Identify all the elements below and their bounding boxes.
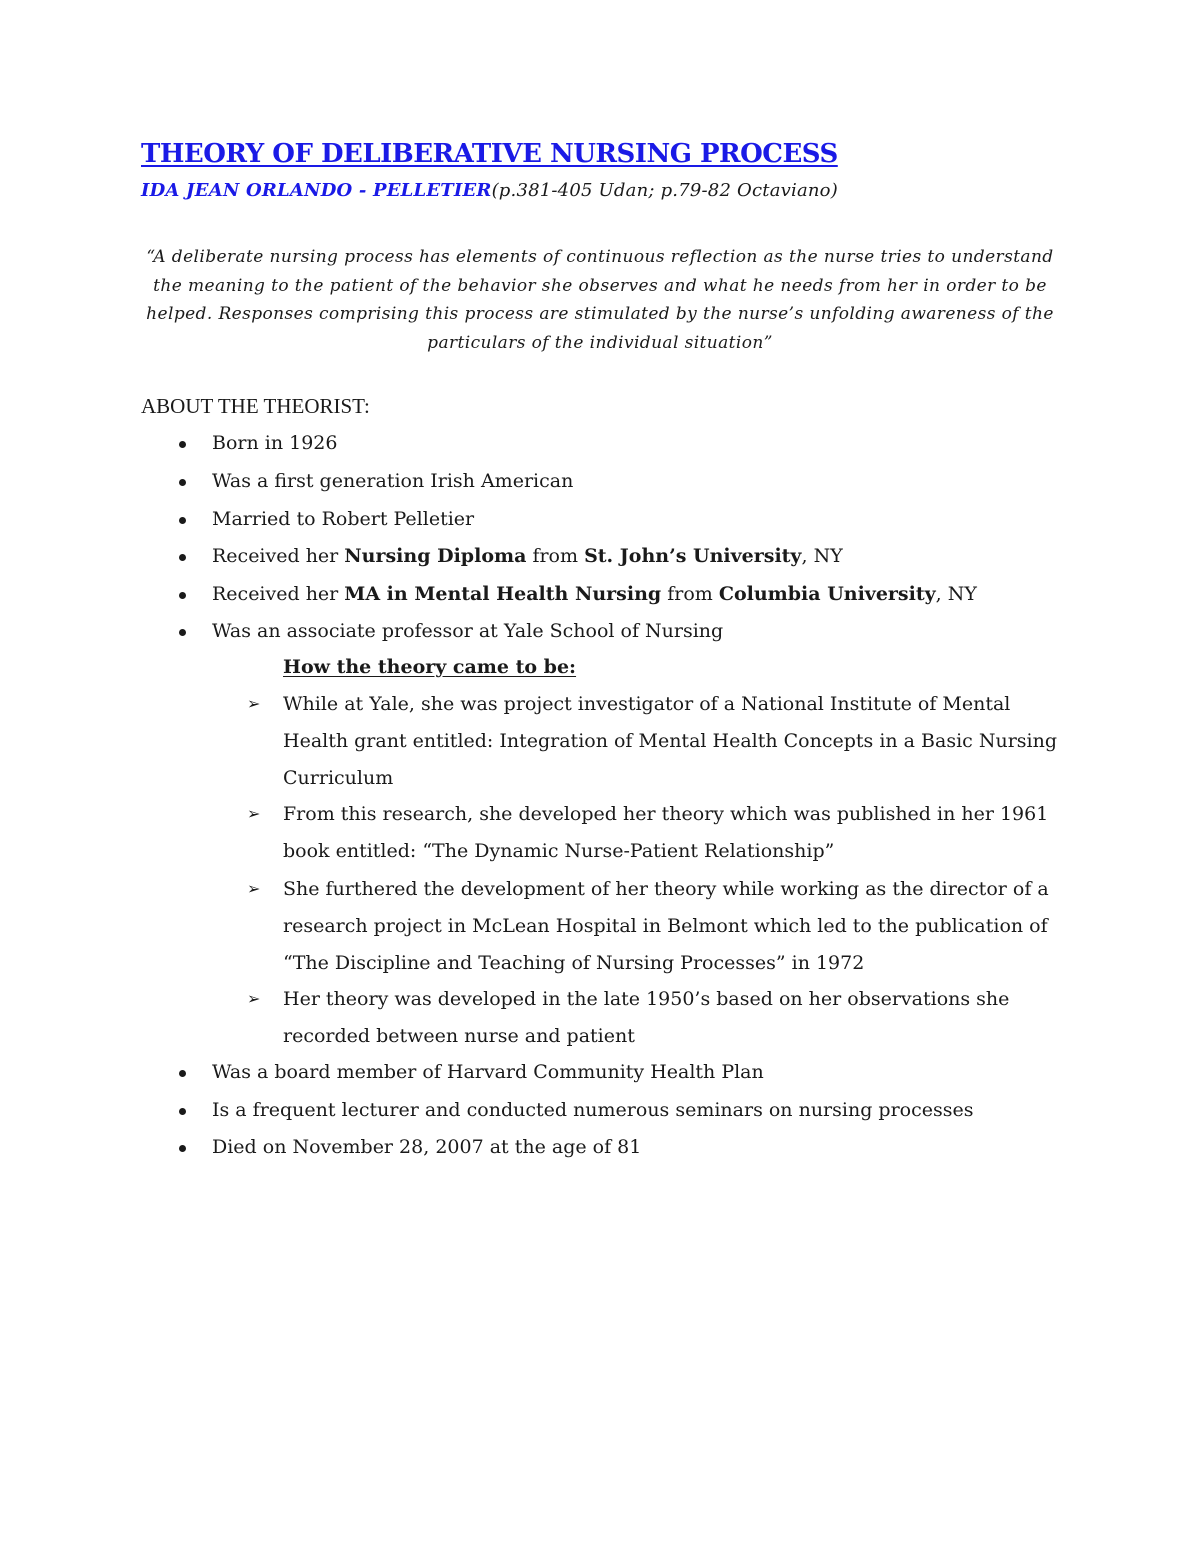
list-item <box>212 1060 764 1084</box>
list-item-text: Was an associate professor at Yale School of Nursing <box>212 620 724 642</box>
list-item-text: Born in 1926 <box>212 432 338 454</box>
list-item <box>247 686 1058 796</box>
list-item-text-pre: Received her <box>212 583 345 605</box>
list-item-text: From this research, she developed her theory which was published in her 1961 book entitled: “The Dynamic Nurse-Patient Relationship” <box>283 803 1049 862</box>
list-item-text-mid: from <box>661 583 719 605</box>
section-heading: ABOUT THE THEORIST: <box>141 394 370 418</box>
bullet-dot-icon <box>179 1070 186 1077</box>
list-item <box>212 619 723 643</box>
arrowhead-icon: ➢ <box>247 804 261 823</box>
list-item-text: Her theory was developed in the late 1950’s based on her observations she recorded between nurse and patient <box>283 988 1010 1047</box>
list-item <box>212 469 573 493</box>
sub-heading: How the theory came to be: <box>283 656 577 678</box>
document-subtitle <box>141 180 838 201</box>
list-item <box>212 1135 641 1159</box>
list-item-text-mid: from <box>526 545 585 567</box>
list-item <box>212 1098 973 1122</box>
list-item-text: Died on November 28, 2007 at the age of 81 <box>212 1136 642 1158</box>
bullet-dot-icon <box>179 554 186 561</box>
list-item-bold-university: St. John’s University <box>584 545 802 567</box>
list-item-bold-degree: MA in Mental Health Nursing <box>344 583 662 605</box>
list-item-text: Married to Robert Pelletier <box>212 508 475 530</box>
bullet-dot-icon <box>179 1145 186 1152</box>
list-item-text: Was a first generation Irish American <box>212 470 574 492</box>
list-item <box>212 431 337 455</box>
list-item <box>247 796 1058 870</box>
arrowhead-icon: ➢ <box>247 879 261 898</box>
list-item-text-post: , NY <box>935 583 977 605</box>
list-item-text-pre: Received her <box>212 545 345 567</box>
list-item-text: While at Yale, she was project investigator of a National Institute of Mental Health grant entitled: Integration of Mental Health Concepts in a Basic Nursing Curriculum <box>283 693 1058 789</box>
list-item <box>247 871 1058 981</box>
bullet-dot-icon <box>179 441 186 448</box>
arrowhead-icon: ➢ <box>247 694 261 713</box>
bullet-dot-icon <box>179 517 186 524</box>
list-item <box>212 544 843 568</box>
list-item <box>212 582 977 606</box>
bullet-dot-icon <box>179 629 186 636</box>
bullet-dot-icon <box>179 592 186 599</box>
list-item <box>212 507 474 531</box>
bullet-dot-icon <box>179 1108 186 1115</box>
list-item-text: Was a board member of Harvard Community Health Plan <box>212 1061 764 1083</box>
subtitle-reference: (p.381-405 Udan; p.79-82 Octaviano) <box>491 180 838 201</box>
document-title: THEORY OF DELIBERATIVE NURSING PROCESS <box>141 139 838 169</box>
list-item-text: Is a frequent lecturer and conducted numerous seminars on nursing processes <box>212 1099 974 1121</box>
list-item-text: She furthered the development of her theory while working as the director of a research project in McLean Hospital in Belmont which led to the publication of “The Discipline and Teaching of Nursing Processes” in 1972 <box>283 878 1049 974</box>
arrowhead-icon: ➢ <box>247 989 261 1008</box>
bullet-dot-icon <box>179 479 186 486</box>
subtitle-author: IDA JEAN ORLANDO - PELLETIER <box>141 180 492 201</box>
list-item-bold-degree: Nursing Diploma <box>344 545 527 567</box>
theory-quote: “A deliberate nursing process has elements of continuous reflection as the nurse tries to understand the meaning to the patient of the behavior she observes and what he needs from her in order to be helped. Responses comprising this process are stimulated by the nurse’s unfolding awareness of the particulars of the individual situation” <box>146 247 1054 353</box>
list-item <box>247 981 1058 1055</box>
list-item-bold-university: Columbia University <box>718 583 936 605</box>
list-item-text-post: , NY <box>801 545 843 567</box>
